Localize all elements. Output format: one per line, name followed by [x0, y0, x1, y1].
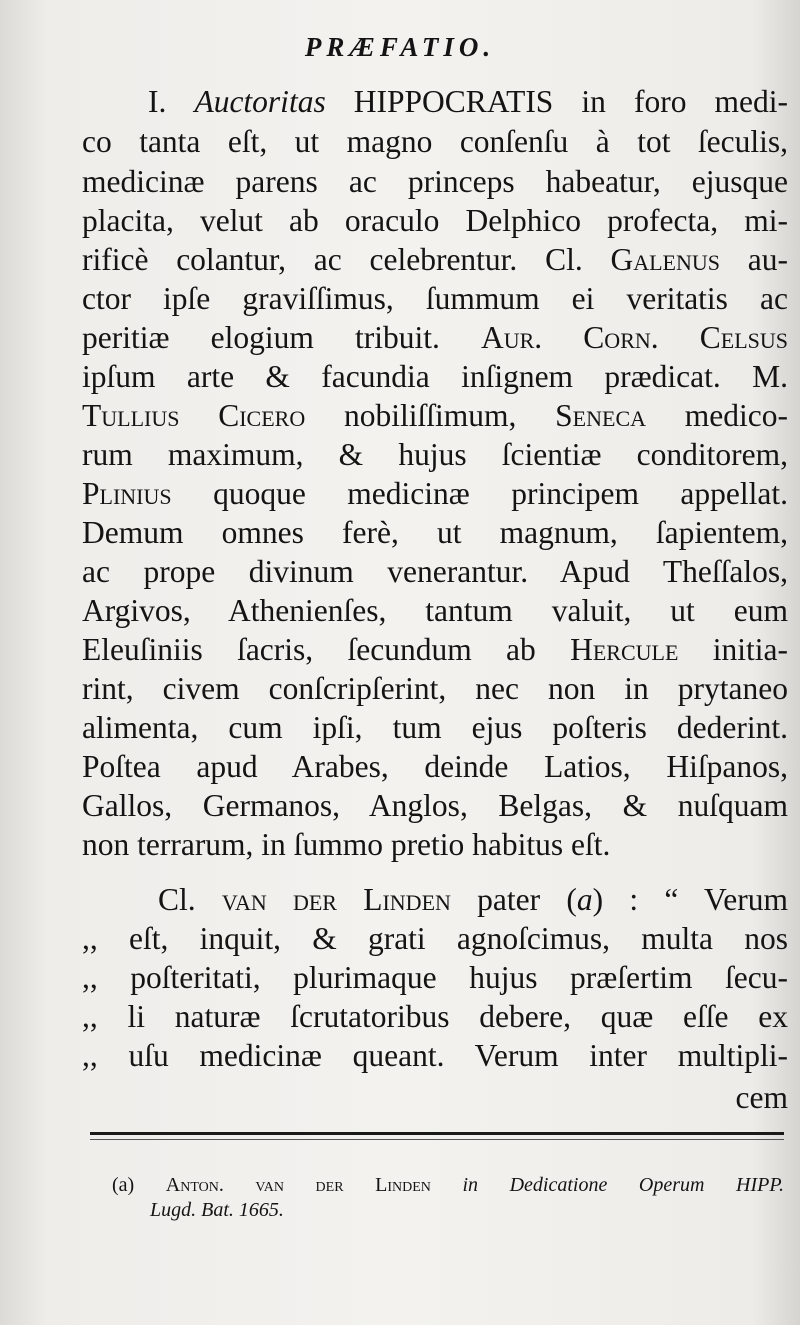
text-line: peritiæ elogium tribuit. Aur. Corn. Celsus	[82, 320, 788, 355]
text-line: ,, eſt, inquit, & grati agnoſcimus, multa nos	[82, 921, 788, 956]
text-line: rint, civem conſcripſerint, nec non in prytaneo	[82, 671, 788, 706]
footnote-line: (a) Anton. van der Linden in Dedicatione Operum HIPP.	[112, 1174, 784, 1196]
text-line: ,, li naturæ ſcrutatoribus debere, quæ eſſe ex	[82, 999, 788, 1034]
text-line: I. Auctoritas HIPPOCRATIS in foro medi-	[148, 84, 788, 119]
text-line: Gallos, Germanos, Anglos, Belgas, & nuſquam	[82, 788, 788, 823]
text-line: non terrarum, in ſummo pretio habitus eſt.	[82, 827, 611, 862]
footnote-reference: a	[576, 882, 593, 917]
text-line: ctor ipſe graviſſimus, ſummum ei veritatis ac	[82, 281, 788, 316]
section-number: I.	[148, 84, 167, 119]
author-name: Aur. Corn. Celsus	[480, 320, 788, 355]
text-line: medicinæ parens ac princeps habeatur, ejusque	[82, 164, 788, 199]
author-name: Plinius	[82, 476, 172, 511]
text-line: rum maximum, & hujus ſcientiæ conditorem,	[82, 437, 788, 472]
author-name: Tullius Cicero	[82, 398, 306, 433]
text-line: placita, velut ab oraculo Delphico profecta, mi-	[82, 203, 788, 238]
author-name: van der Linden	[221, 882, 451, 917]
text-line: Plinius quoque medicinæ principem appellat.	[82, 476, 788, 511]
text-line: Argivos, Athenienſes, tantum valuit, ut eum	[82, 593, 788, 628]
footnote-line: Lugd. Bat. 1665.	[150, 1199, 284, 1221]
author-name: Galenus	[610, 242, 720, 277]
text-line: co tanta eſt, ut magno conſenſu à tot ſeculis,	[82, 124, 788, 159]
text-line: ,, poſteritati, plurimaque hujus præſertim ſecu-	[82, 960, 788, 995]
text-line: rificè colantur, ac celebrentur. Cl. Galenus au-	[82, 242, 788, 277]
text-line: Cl. van der Linden pater (a) : “ Verum	[158, 882, 788, 917]
author-name: Hercule	[570, 632, 679, 667]
text-line: ,, uſu medicinæ queant. Verum inter multipli-	[82, 1038, 788, 1073]
text-line: Tullius Cicero nobiliſſimum, Seneca medico-	[82, 398, 788, 433]
text-line: Poſtea apud Arabes, deinde Latios, Hiſpanos,	[82, 749, 788, 784]
footnote-rule	[90, 1132, 784, 1135]
text-line: ac prope divinum venerantur. Apud Theſſalos,	[82, 554, 788, 589]
author-name: Anton. van der Linden	[165, 1174, 431, 1196]
running-header: PRÆFATIO.	[304, 32, 496, 62]
catchword: cem	[735, 1080, 788, 1115]
footnote-rule-thin	[90, 1139, 784, 1140]
text-line: Eleuſiniis ſacris, ſecundum ab Hercule initia-	[82, 632, 788, 667]
text-line: ipſum arte & facundia inſignem prædicat. M.	[82, 359, 788, 394]
footnote-mark: (a)	[112, 1174, 135, 1196]
author-name: Seneca	[555, 398, 647, 433]
text-line: alimenta, cum ipſi, tum ejus poſteris dederint.	[82, 710, 788, 745]
text-line: Demum omnes ferè, ut magnum, ſapientem,	[82, 515, 788, 550]
